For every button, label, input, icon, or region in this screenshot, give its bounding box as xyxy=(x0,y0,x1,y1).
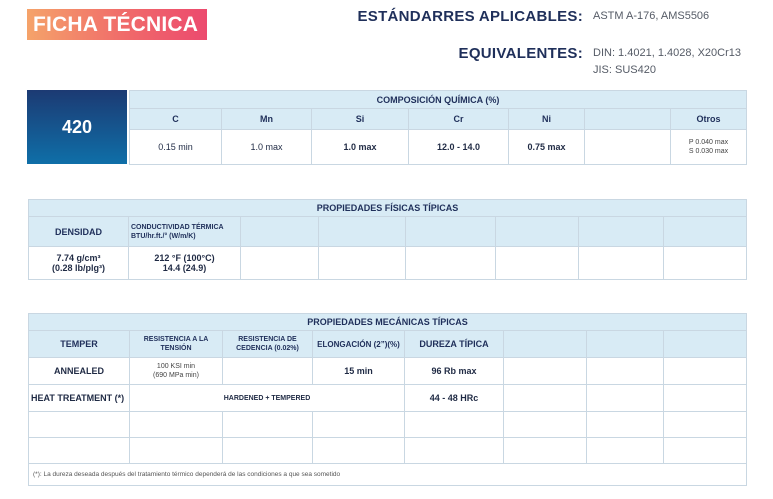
blank-row-2-cell xyxy=(29,438,130,464)
yield-header xyxy=(223,331,313,358)
equivalents-jis: JIS: SUS420 xyxy=(593,64,656,76)
blank-row-2-cell xyxy=(130,438,223,464)
physical-cell-empty-6 xyxy=(664,247,747,280)
blank-row-1-cell xyxy=(223,412,313,438)
mechanical-header-empty-2 xyxy=(587,331,664,358)
equivalents-label: EQUIVALENTES: xyxy=(458,45,583,62)
blank-row-1-cell xyxy=(313,412,405,438)
physical-table xyxy=(28,199,747,280)
otros-p: P 0.040 max xyxy=(688,139,729,146)
equivalents-din: DIN: 1.4021, 1.4028, X20Cr13 xyxy=(593,47,741,59)
physical-cell-empty-2 xyxy=(319,247,406,280)
page-title: FICHA TÉCNICA xyxy=(27,9,207,40)
physical-header-empty-2 xyxy=(319,217,406,247)
composition-header-otros: Otros xyxy=(671,109,747,130)
standards-label: ESTÁNDARRES APLICABLES: xyxy=(357,8,583,25)
row-annealed-tensile xyxy=(130,358,223,385)
grade-badge: 420 xyxy=(27,90,127,164)
row-heat-treatment-hardness: 44 - 48 HRc xyxy=(405,385,504,412)
blank-row-2-cell xyxy=(313,438,405,464)
row-annealed-hardness: 96 Rb max xyxy=(405,358,504,385)
blank-row-2-cell xyxy=(223,438,313,464)
conductivity-header-line1: CONDUCTIVIDAD TÉRMICA xyxy=(131,223,224,231)
physical-header-empty-6 xyxy=(664,217,747,247)
mechanical-table xyxy=(28,313,747,486)
physical-title: PROPIEDADES FÍSICAS TÍPICAS xyxy=(29,200,747,217)
row-heat-treatment-empty-3 xyxy=(664,385,747,412)
tensile-mpa: (690 MPa min) xyxy=(153,372,199,379)
conductivity-header-line2: BTU/hr.ft./° (W/m/K) xyxy=(131,232,196,240)
conductivity-number: 14.4 (24.9) xyxy=(162,263,207,273)
physical-cell-empty-1 xyxy=(241,247,319,280)
composition-header-blank xyxy=(585,109,671,130)
blank-row-2-cell xyxy=(405,438,504,464)
composition-table xyxy=(129,90,747,165)
density-metric: 7.74 g/cm³ xyxy=(56,253,101,263)
blank-row-1-cell xyxy=(504,412,587,438)
physical-header-empty-1 xyxy=(241,217,319,247)
row-annealed-yield xyxy=(223,358,313,385)
physical-header-empty-5 xyxy=(579,217,664,247)
blank-row-1-cell xyxy=(130,412,223,438)
tensile-ksi: 100 KSI min xyxy=(156,363,196,370)
tensile-header-line2: TENSIÓN xyxy=(160,345,192,352)
composition-value-si: 1.0 max xyxy=(312,130,409,165)
blank-row-2-cell xyxy=(587,438,664,464)
blank-row-2-cell xyxy=(504,438,587,464)
elongation-header: ELONGACIÓN (2”)(%) xyxy=(313,331,405,358)
composition-value-mn: 1.0 max xyxy=(222,130,312,165)
physical-header-empty-3 xyxy=(406,217,496,247)
composition-header-ni: Ni xyxy=(509,109,585,130)
yield-header-line2: CEDENCIA (0.02%) xyxy=(236,345,299,352)
blank-row-1-cell xyxy=(29,412,130,438)
blank-row-1-cell xyxy=(405,412,504,438)
row-annealed-empty-1 xyxy=(504,358,587,385)
composition-header-c: C xyxy=(130,109,222,130)
blank-row-1-cell xyxy=(664,412,747,438)
composition-value-ni: 0.75 max xyxy=(509,130,585,165)
mechanical-header-empty-1 xyxy=(504,331,587,358)
standards-value: ASTM A-176, AMS5506 xyxy=(593,10,710,22)
row-heat-treatment-condition: HARDENED + TEMPERED xyxy=(130,385,405,412)
hardness-header: DUREZA TÍPICA xyxy=(405,331,504,358)
composition-value-cr: 12.0 - 14.0 xyxy=(409,130,509,165)
row-heat-treatment-empty-2 xyxy=(587,385,664,412)
temper-header: TEMPER xyxy=(29,331,130,358)
composition-title: COMPOSICIÓN QUÍMICA (%) xyxy=(130,91,747,109)
physical-header-empty-4 xyxy=(496,217,579,247)
mechanical-title: PROPIEDADES MECÁNICAS TÍPICAS xyxy=(29,314,747,331)
row-heat-treatment-temper: HEAT TREATMENT (*) xyxy=(29,385,130,412)
yield-header-line1: RESISTENCIA DE xyxy=(238,336,297,343)
density-value xyxy=(29,247,129,280)
conductivity-header xyxy=(129,217,241,247)
composition-value-c: 0.15 min xyxy=(130,130,222,165)
composition-header-mn: Mn xyxy=(222,109,312,130)
physical-cell-empty-3 xyxy=(406,247,496,280)
blank-row-1-cell xyxy=(587,412,664,438)
mechanical-header-empty-3 xyxy=(664,331,747,358)
row-annealed-temper: ANNEALED xyxy=(29,358,130,385)
row-heat-treatment-empty-1 xyxy=(504,385,587,412)
composition-value-otros xyxy=(671,130,747,165)
composition-header-cr: Cr xyxy=(409,109,509,130)
composition-value-blank xyxy=(585,130,671,165)
physical-cell-empty-5 xyxy=(579,247,664,280)
tensile-header-line1: RESISTENCIA A LA xyxy=(143,336,209,343)
density-header: DENSIDAD xyxy=(29,217,129,247)
row-annealed-empty-3 xyxy=(664,358,747,385)
otros-s: S 0.030 max xyxy=(688,148,729,155)
footnote: (*): La dureza deseada después del tratamiento térmico dependerá de las condiciones a que sea sometido xyxy=(29,464,747,486)
conductivity-temp: 212 °F (100°C) xyxy=(154,253,215,263)
density-imperial: (0.28 lb/plg³) xyxy=(51,263,105,273)
tensile-header xyxy=(130,331,223,358)
conductivity-value xyxy=(129,247,241,280)
physical-cell-empty-4 xyxy=(496,247,579,280)
row-annealed-elongation: 15 min xyxy=(313,358,405,385)
composition-header-si: Si xyxy=(312,109,409,130)
row-annealed-empty-2 xyxy=(587,358,664,385)
blank-row-2-cell xyxy=(664,438,747,464)
